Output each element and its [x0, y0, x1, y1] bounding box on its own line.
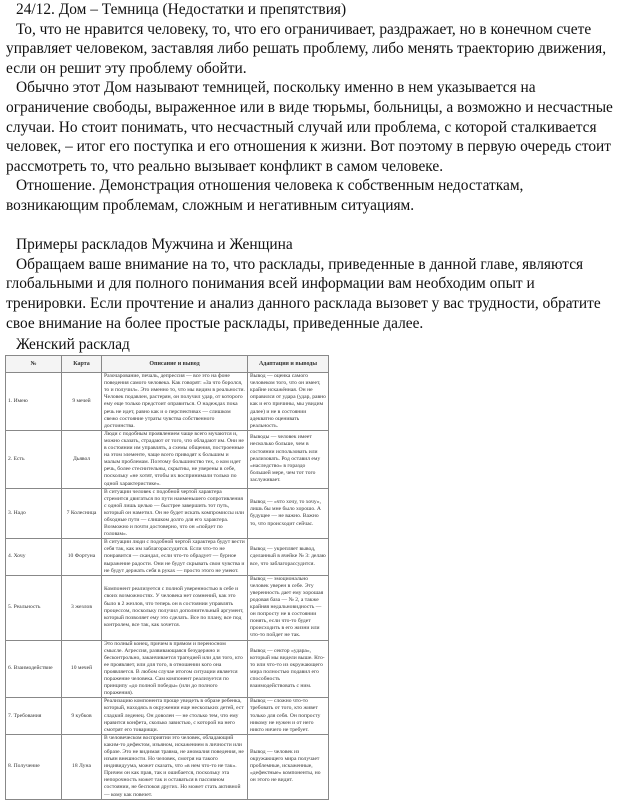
- spread-table: [5, 355, 329, 800]
- subsection-title: Примеры раскладов Мужчина и Женщина: [16, 236, 293, 254]
- row-card: 9 мечей: [62, 373, 102, 431]
- row-description: В ситуации люди с подобной чертой характера будут вести себя так, как им заблагорассудится. Если что-то не понравится — скандал, если что-то обрадует — бурное выражение радости. Они не будут скрывать свои чувства и не будут держать себя в руках — просто этого не умеют.: [102, 539, 248, 575]
- table-row: [6, 539, 329, 575]
- header-card: Карта: [62, 356, 102, 373]
- row-card: 10 мечей: [62, 640, 102, 698]
- row-card: Дьявол: [62, 430, 102, 488]
- row-description: Люди с подобным проявлением чаще всего мучаются и, можно сказать, страдают от того, что обладают им. Они не в состоянии им управлять, а схемы общения, построенные на этом элементе, чаще всего приводят к большим и малым проблемам. Поэтому большинство тех, о ком идет речь, более стеснительны, скрытны, не уверены в себе, поскольку «не хотят, чтобы их воспринимали только по одной характеристике».: [102, 430, 248, 488]
- row-adaptation: Вывод — оценка самого человеком того, что он имеет, крайне искажённая. Он не оправился от удара (удар, равно как и его причины, мы увидим далее) и не в состоянии адекватно оценивать реальность.: [248, 373, 329, 431]
- row-description: В ситуации человек с подобной чертой характера стремится двигаться по пути наименьшего сопротивления с одной лишь целью — быстрее завершить тот путь, который он наметил. Он не будет искать компромиссы или обходные пути — слишком долго для его характера. Возможно и почти достоверно, что он «пойдет по головам».: [102, 488, 248, 539]
- row-position: 1. Имею: [6, 373, 62, 431]
- table-row: [6, 488, 329, 539]
- paragraph: Отношение. Демонстрация отношения человека к собственным недостаткам, возникающим проблемам, сложным и негативным ситуациям.: [6, 177, 524, 214]
- row-position: 2. Есть: [6, 430, 62, 488]
- row-position: 5. Реальность: [6, 575, 62, 640]
- row-description: Компонент реализуется с полной уверенностью в себе и своих возможностях. У человека нет сомнений, как это было в 2 жезлов, что теперь он в состоянии управлять процессом, поскольку получил дополнительный аргумент, который позволяет ему это сделать. Все по плану, все под контролем, все так, как хочется.: [102, 575, 248, 640]
- row-adaptation: Вывод — сектор «удара», который мы видели выше. Кто-то или что-то из окружающего мира полностью подавил его способность взаимодействовать с ним.: [248, 640, 329, 698]
- row-adaptation: Вывод — укрепляет вывод, сделанный в ячейке № 3: делаю все, что заблагорассудится.: [248, 539, 329, 575]
- row-adaptation: Выводы — человек имеет несколько больше, чем в состоянии использовать или реализовать. Род оставил ему «наследство» в гораздо большей мере, чем тот того заслуживает.: [248, 430, 329, 488]
- table-row: [6, 575, 329, 640]
- row-position: 8. Получение: [6, 734, 62, 799]
- row-card: 18 Луна: [62, 734, 102, 799]
- header-number: №: [6, 356, 62, 373]
- header-adaptation: Адаптация и выводы: [248, 356, 329, 373]
- paragraph: То, что не нравится человеку, то, что его ограничивает, раздражает, но в конечном счете управляет человеком, заставляя либо решать проблему, либо менять траекторию движения, если он решит эту проблему обойти.: [6, 20, 607, 77]
- table-row: [6, 698, 329, 734]
- row-card: 7 Колесница: [62, 488, 102, 539]
- table-row: [6, 430, 329, 488]
- row-position: 3. Надо: [6, 488, 62, 539]
- table-row: [6, 640, 329, 698]
- row-position: 6. Взаимодействие: [6, 640, 62, 698]
- row-card: 3 жезлов: [62, 575, 102, 640]
- row-description: В человеческом восприятии это человек, обладающий каким-то дефектом, изъяном, искажением в личности или образе. Это не видимая травма, не аномалия поведения, не изъян внешности. Но человек, смотря на такого индивидуума, может сказать, что «в нем что-то не так». Причем он как прав, так и ошибается, поскольку эта непорочность может так и оставаться в пассивном состоянии, не беспокоя других. Но может стать активной — кому как повезет.: [102, 734, 248, 799]
- table-row: [6, 373, 329, 431]
- row-adaptation: Вывод — эмоционально человек уверен в себе. Эту уверенность дает ему хорошая родовая база — № 2, а также крайняя недальновидность — он попросту не в состоянии понять, если что-то будет происходить в его жизни или что-то пойдет не так.: [248, 575, 329, 640]
- table-caption: Женский расклад: [16, 336, 130, 354]
- row-card: 9 кубков: [62, 698, 102, 734]
- header-description: Описание и вывод: [102, 356, 248, 373]
- row-adaptation: Вывод — человек из окружающего мира получает проблемные, искаженные, «дефектные» компоненты, но он этого не видит.: [248, 734, 329, 799]
- row-adaptation: Вывод — сложно что-то требовать от того, кто живет только для себя. Он попросту никому не нужен и от него никто ничего не требует.: [248, 698, 329, 734]
- row-position: 7. Требования: [6, 698, 62, 734]
- paragraph: Обычно этот Дом называют темницей, поскольку именно в нем указывается на ограничение свободы, выраженное или в виде тюрьмы, больницы, а возможно и несчастные случаи. Но стоит понимать, что несчастный случай или проблема, с которой сталкивается человек, – итог его поступка и его отношения к жизни. Вот поэтому в первую очередь стоит рассмотреть то, что реально вызывает конфликт в самом человеке.: [6, 79, 613, 175]
- row-description: Реализацию компонента проще увидеть в образе ребенка, который, находясь в окружении еще нескольких детей, ест сладкий леденец. Он доволен — не столько тем, что ему нравится конфета, сколько завистью, с которой на него смотрят его товарищи.: [102, 698, 248, 734]
- row-card: 10 Фортуна: [62, 539, 102, 575]
- row-description: Это полный конец, причем в прямом и переносном смысле. Агрессия, развивающаяся безудержно и бесконтрольно, заканчивается трагедией или для того, кто ее проявляет, или для того, в отношении кого она проявляется. В любом случае итогом ситуации является поражение человека. Сам компонент реализуется по принципу «до полной победы» (или до полного поражения).: [102, 640, 248, 698]
- table-row: [6, 734, 329, 799]
- paragraph: Обращаем ваше внимание на то, что расклады, приведенные в данной главе, являются глобальными и для полного понимания всей информации вам необходим опыт и тренировки. Если прочтение и анализ данного расклада вызовет у вас трудности, обратите свое внимание на более простые расклады, приведенные далее.: [6, 255, 601, 332]
- section-heading: 24/12. Дом – Темница (Недостатки и препятствия): [16, 1, 347, 18]
- row-position: 4. Хочу: [6, 539, 62, 575]
- row-description: Разочарование, печаль, депрессия — все это на фоне поведения самого человека. Как говорят: «За что боролся, то и получил». Это именно то, что мы видим в реальности. Человек подавлен, растерян, он получил удар, от которого ему еще только предстоит оправиться. О надеждах пока речь не идет, равно как и о перспективах — слишком свежо состояние утраты чувства собственного достоинства.: [102, 373, 248, 431]
- table-header-row: [6, 356, 329, 373]
- document-body: [0, 0, 620, 333]
- row-adaptation: Вывод — «что хочу, то хочу», лишь бы мне было хорошо. А будущее — не важно. Важно то, что происходит сейчас.: [248, 488, 329, 539]
